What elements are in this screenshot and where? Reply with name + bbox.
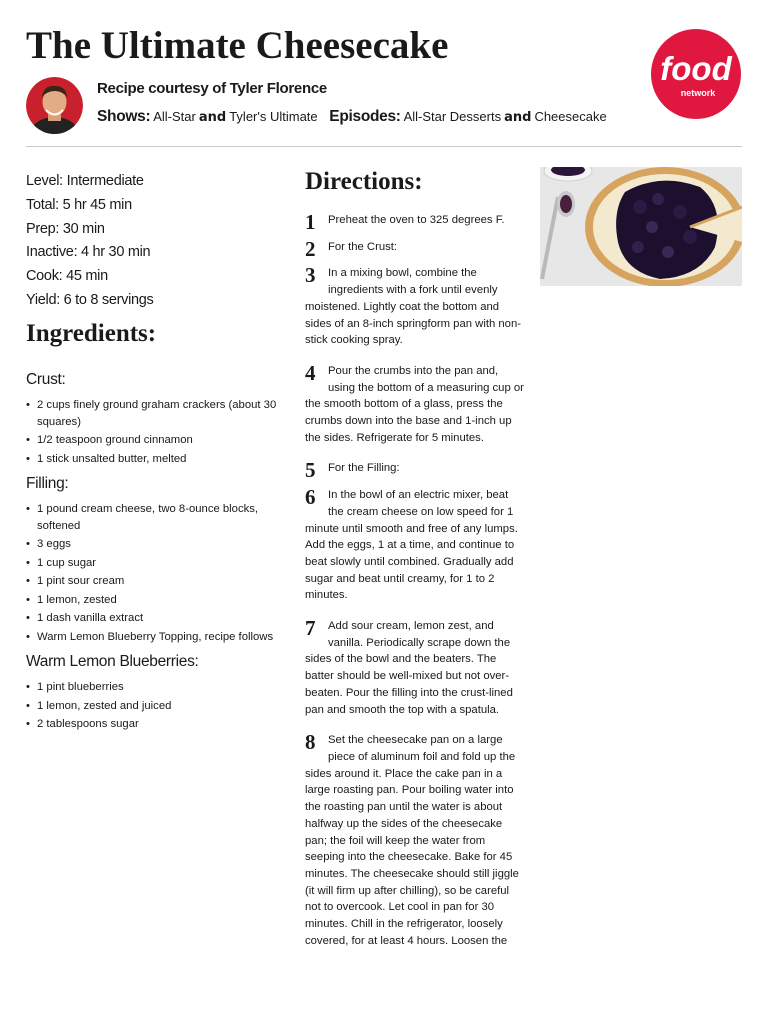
step-number: 4 (305, 360, 316, 385)
episode-link[interactable]: Cheesecake (534, 109, 607, 124)
group-heading-crust: Crust: (26, 371, 66, 388)
step-number: 8 (305, 730, 316, 755)
and-separator: and (198, 110, 227, 125)
recipe-title: The Ultimate Cheesecake (26, 24, 449, 67)
step-number: 6 (305, 485, 316, 510)
ingredient-item: • Warm Lemon Blueberry Topping, recipe follows (26, 629, 286, 646)
meta-label: Inactive: (26, 244, 78, 261)
ingredient-item: • 2 tablespoons sugar (26, 716, 286, 733)
ingredient-item: • 1 pound cream cheese, two 8-ounce blocks, softened (26, 501, 286, 534)
blueberries-list (26, 679, 286, 733)
step-text: In a mixing bowl, combine the ingredients with a fork until evenly moistened. Lightly coat the bottom and sides of an 8-inch springform pan with non-stick cooking spray. (305, 267, 522, 347)
meta-value: 45 min (66, 268, 108, 285)
recipe-meta (26, 170, 153, 313)
shows-label: Shows: (97, 108, 151, 125)
meta-value: 30 min (62, 220, 105, 237)
meta-row (26, 218, 153, 242)
step-number: 3 (305, 263, 316, 288)
group-heading-filling: Filling: (26, 475, 69, 492)
meta-label: Cook: (26, 268, 63, 285)
step-text: Add sour cream, lemon zest, and vanilla. Periodically scrape down the sides of the bowl and the beaters. The batter should be well-mixed but not over-beaten. Pour the filling into the crust-lined pan and smooth the top with a spatula. (305, 620, 513, 716)
food-network-logo[interactable] (650, 28, 742, 120)
meta-value: 4 hr 30 min (81, 244, 151, 261)
meta-label: Yield: (26, 291, 60, 308)
show-link[interactable]: All-Star (153, 109, 196, 124)
ingredient-item: • 1 lemon, zested (26, 592, 286, 609)
meta-row (26, 241, 153, 265)
meta-row (26, 289, 153, 313)
step-number: 1 (305, 210, 316, 234)
direction-step (305, 210, 527, 234)
show-link[interactable]: Tyler's Ultimate (229, 109, 318, 124)
direction-step (305, 265, 527, 349)
meta-label: Total: (26, 196, 59, 213)
filling-list (26, 501, 286, 645)
meta-row (26, 170, 153, 194)
direction-step (305, 732, 527, 949)
episode-link[interactable]: All-Star Desserts (403, 109, 502, 124)
step-text: In the bowl of an electric mixer, beat the cream cheese on low speed for 1 minute until smooth and free of any lumps. Add the eggs, 1 at a time, and continue to beat slowly until combined. Gradually add sugar and beat until creamy, for 1 to 2 minutes. (305, 489, 518, 602)
header-divider (26, 146, 742, 147)
episodes-label: Episodes: (329, 108, 401, 125)
ingredient-item: • 1 lemon, zested and juiced (26, 698, 286, 715)
ingredient-item: • 1 pint sour cream (26, 573, 286, 590)
recipe-byline: Recipe courtesy of Tyler Florence (97, 80, 327, 97)
step-text: Set the cheesecake pan on a large piece of aluminum foil and fold up the sides around it. Place the cake pan in a large roasting pan. Pour boiling water into the roasting pan until the water is about halfway up the sides of the cheesecake pan; the foil will keep the water from seeping into the cheesecake. Bake for 45 minutes. The cheesecake should still jiggle (it will firm up after chilling), so be careful not to overcook. Let cool in pan for 30 minutes. Chill in the refrigerator, loosely covered, for at least 4 hours. Loosen the (305, 734, 519, 947)
meta-value: 5 hr 45 min (62, 196, 132, 213)
direction-step (305, 618, 527, 718)
step-text: For the Crust: (328, 240, 398, 253)
direction-step (305, 458, 527, 483)
direction-step (305, 360, 527, 447)
ingredients-heading: Ingredients: (26, 320, 157, 347)
shows-line (97, 108, 607, 126)
step-number: 7 (305, 616, 316, 641)
directions-section (305, 168, 527, 949)
logo-word: food (660, 50, 732, 87)
meta-label: Prep: (26, 220, 60, 237)
meta-value: 6 to 8 servings (63, 291, 154, 308)
step-text: Preheat the oven to 325 degrees F. (328, 214, 505, 226)
direction-step (305, 487, 527, 604)
crust-list (26, 397, 286, 467)
cheesecake-photo (540, 167, 742, 286)
direction-step (305, 236, 527, 261)
step-number: 5 (305, 458, 316, 483)
meta-label: Level: (26, 173, 63, 189)
directions-heading: Directions: (305, 168, 423, 195)
ingredients-section (26, 320, 286, 735)
step-number: 2 (305, 236, 316, 261)
ingredient-item: • 1 pint blueberries (26, 679, 286, 696)
and-separator: and (504, 110, 532, 125)
step-text: Pour the crumbs into the pan and, using the bottom of a measuring cup or the smooth bottom of a glass, press the crumbs down into the base and 1-inch up the sides. Refrigerate for 5 minutes. (305, 364, 524, 444)
meta-value: Intermediate (66, 173, 144, 189)
step-text: For the Filling: (328, 462, 400, 475)
ingredient-item: • 3 eggs (26, 536, 286, 553)
ingredient-item: • 1/2 teaspoon ground cinnamon (26, 432, 286, 449)
ingredient-item: • 1 dash vanilla extract (26, 610, 286, 627)
ingredient-item: • 1 cup sugar (26, 555, 286, 572)
group-heading-blueberries: Warm Lemon Blueberries: (26, 653, 199, 670)
logo-sub: network (680, 88, 716, 98)
chef-avatar (26, 77, 83, 134)
ingredient-item: • 1 stick unsalted butter, melted (26, 451, 286, 468)
meta-row (26, 194, 153, 218)
meta-row (26, 265, 153, 289)
ingredient-item: • 2 cups finely ground graham crackers (about 30 squares) (26, 397, 286, 430)
